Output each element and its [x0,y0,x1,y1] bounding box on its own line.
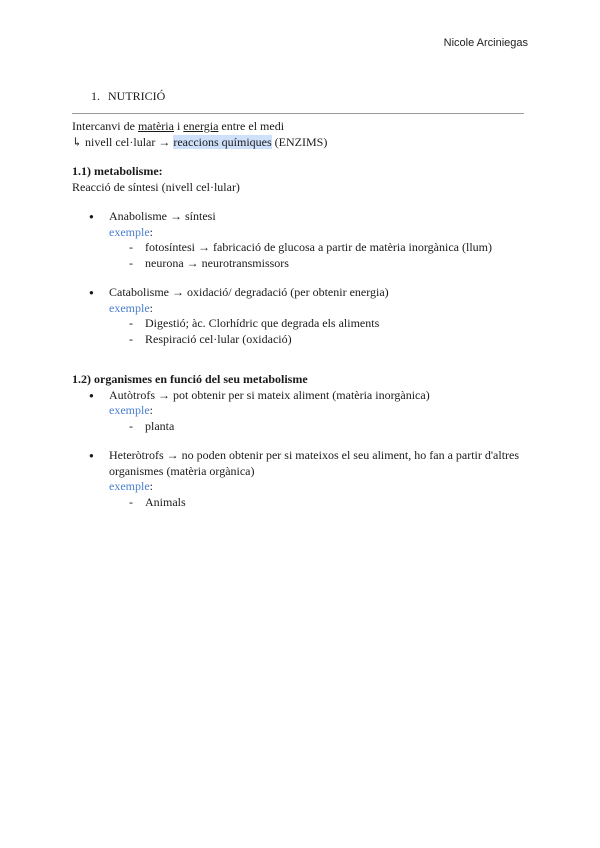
metabolism-description: Reacció de síntesi (nivell cel·lular) [72,179,240,194]
heading-divider [72,113,524,114]
example-label: exemple: [109,300,153,315]
subsection-title-organisms: 1.2) organismes en funció del seu metabolisme [72,372,308,386]
bullet-catabolism: ● Catabolisme → oxidació/ degradació (per obtenir energia) [72,285,532,301]
intro-line [72,119,532,135]
bullet-autotrophs: ● Autòtrofs → pot obtenir per si mateix aliment (matèria inorgànica) [72,388,532,404]
list-item: - Animals [72,495,532,511]
section-number: 1. [91,89,100,103]
bullet-heterotrophs: ● Heteròtrofs → no poden obtenir per si mateixos el seu aliment, ho fan a partir d'altres organismes (matèria orgànica) [72,448,532,479]
subsection-title-metabolism: 1.1) metabolisme: [72,164,163,178]
list-item: - fotosíntesi → fabricació de glucosa a partir de matèria inorgànica (llum) [72,240,532,256]
cellular-level-line [72,135,532,151]
highlighted-reactions: reaccions químiques [173,134,272,149]
author-name: Nicole Arciniegas [443,37,528,49]
word-energia: energia [183,119,219,133]
list-item: - Respiració cel·lular (oxidació) [72,332,532,348]
example-label: exemple: [109,224,153,239]
example-label: exemple: [109,479,153,493]
intro-suffix: entre el medi [218,119,285,133]
list-item: - neurona → neurotransmissors [72,256,532,272]
section-heading [91,89,165,104]
example-label: exemple: [109,403,153,417]
enzymes-note: (ENZIMS) [271,134,328,149]
section-title: NUTRICIÓ [108,89,166,103]
list-item: - Digestió; àc. Clorhídric que degrada els aliments [72,316,532,332]
intro-mid: i [173,119,184,133]
intro-prefix: Intercanvi de [72,119,138,133]
word-materia: matèria [137,119,174,133]
document-body [72,119,532,510]
bullet-anabolism: ● Anabolisme → síntesi [72,209,532,225]
list-item: - planta [72,419,532,435]
cellular-prefix: ↳ nivell cel·lular → [72,134,174,149]
